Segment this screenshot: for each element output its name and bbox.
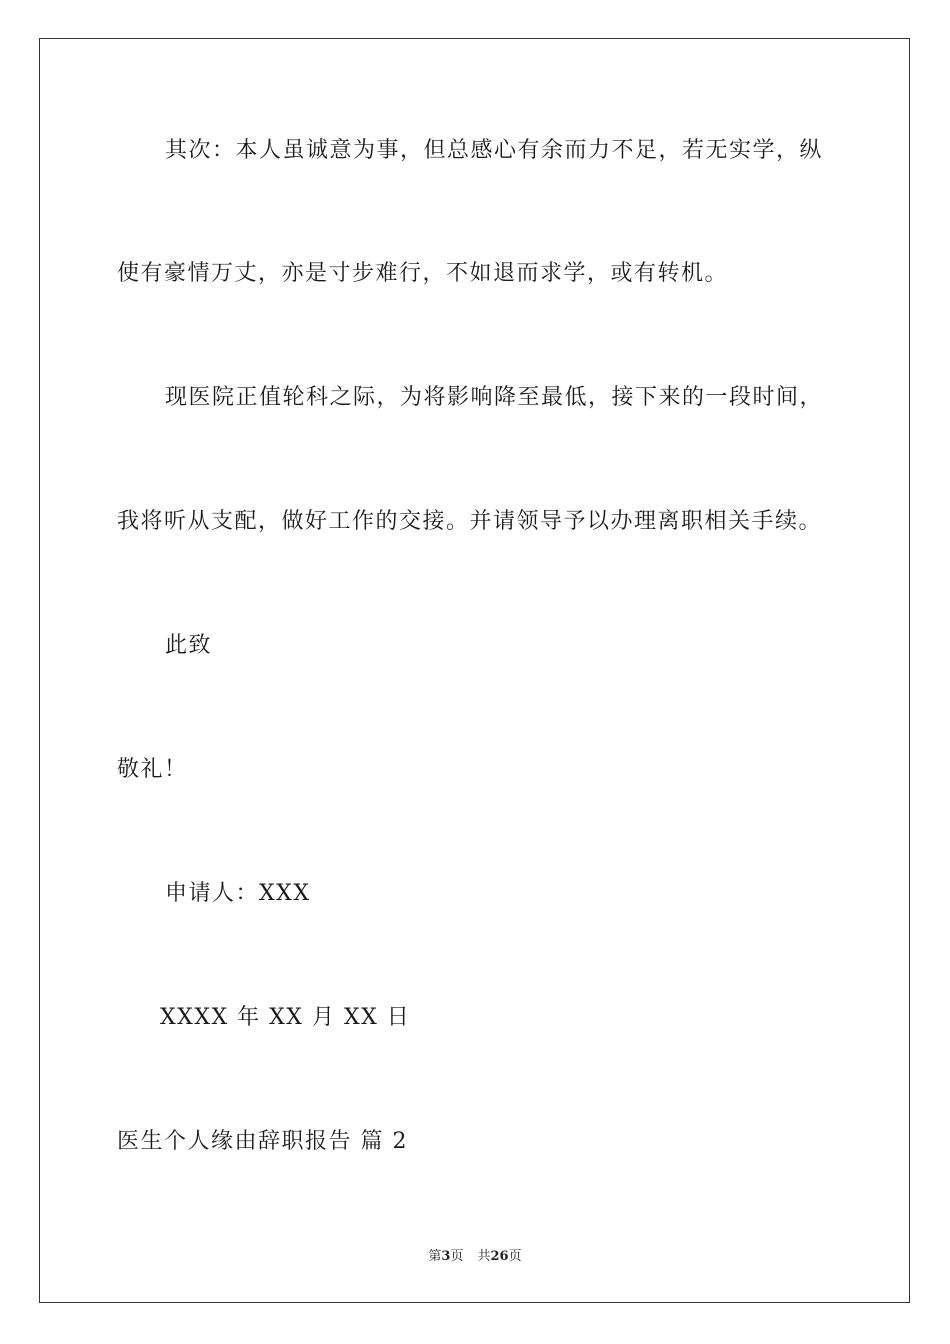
paragraph-line-3: 现医院正值轮科之际，为将影响降至最低，接下来的一段时间， — [165, 385, 824, 410]
footer-page-suffix: 页 — [450, 1249, 464, 1264]
section-heading: 医生个人缘由辞职报告 篇 2 — [117, 1129, 408, 1154]
footer-total-prefix: 共 — [477, 1249, 491, 1264]
date-line: XXXX 年 XX 月 XX 日 — [160, 1005, 411, 1030]
applicant-line: 申请人：XXX — [165, 881, 311, 906]
salutation-line: 此致 — [165, 633, 213, 658]
page-frame — [39, 38, 910, 1303]
paragraph-line-2: 使有豪情万丈，亦是寸步难行，不如退而求学，或有转机。 — [117, 261, 729, 286]
page-footer — [0, 1248, 950, 1266]
footer-page-number: 3 — [441, 1249, 451, 1264]
footer-page-prefix: 第 — [428, 1249, 442, 1264]
footer-total-suffix: 页 — [508, 1249, 522, 1264]
footer-total-pages: 26 — [490, 1249, 509, 1264]
paragraph-line-4: 我将听从支配，做好工作的交接。并请领导予以办理离职相关手续。 — [117, 509, 823, 534]
regards-line: 敬礼！ — [117, 757, 188, 782]
paragraph-line-1: 其次：本人虽诚意为事，但总感心有余而力不足，若无实学，纵 — [165, 138, 824, 163]
